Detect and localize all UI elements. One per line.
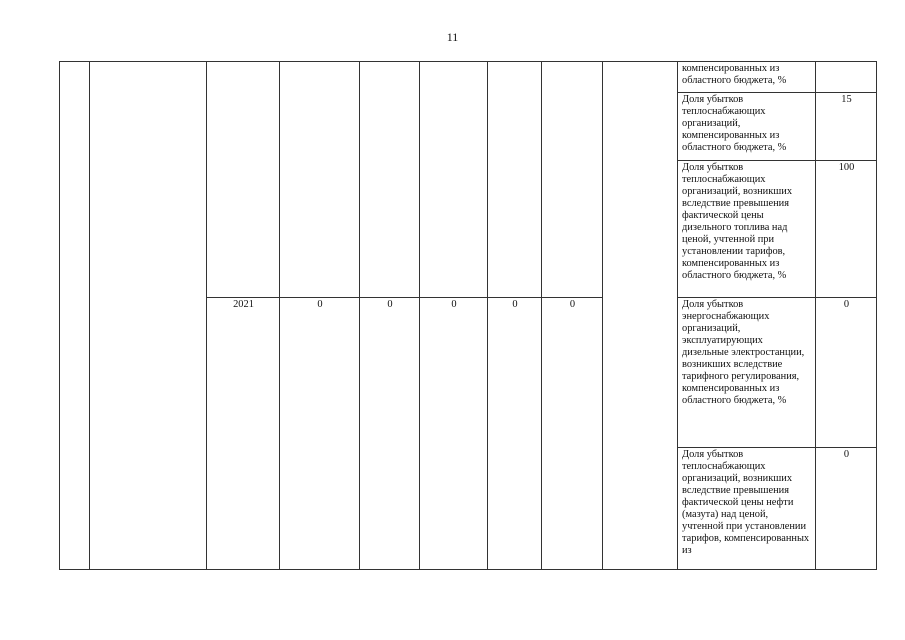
program-indicators-table [59, 61, 877, 570]
table-cell-name [90, 62, 207, 570]
indicator-value [816, 62, 877, 93]
value-cell-total: 0 [280, 298, 360, 570]
indicator-value: 0 [816, 298, 877, 448]
indicator-value: 0 [816, 448, 877, 570]
year-cell: 2021 [207, 298, 280, 570]
indicator-text: компенсированных из областного бюджета, % [678, 62, 816, 93]
table-cell-total-prev [280, 62, 360, 298]
table-cell-number [60, 62, 90, 570]
value-cell-regional: 0 [420, 298, 488, 570]
value-cell-local: 0 [488, 298, 542, 570]
indicator-text: Доля убытков энергоснабжающих организаций, эксплуатирующих дизельные электростанции, возникших вследствие тарифного регулирования, компенсированных из областного бюджета, % [678, 298, 816, 448]
table-cell-reg-prev [420, 62, 488, 298]
value-cell-federal: 0 [360, 298, 420, 570]
table-cell-executor [603, 62, 678, 570]
indicator-text: Доля убытков теплоснабжающих организаций, возникших вследствие превышения фактической цены нефти (мазута) над ценой, учтенной при установлении тарифов, компенсированных из [678, 448, 816, 570]
table-cell-year-prev [207, 62, 280, 298]
indicator-value: 100 [816, 161, 877, 298]
indicator-value: 15 [816, 93, 877, 161]
table-cell-extra-prev [542, 62, 603, 298]
indicator-text: Доля убытков теплоснабжающих организаций, возникших вследствие превышения фактической цены дизельного топлива над ценой, учтенной при установлении тарифов, компенсированных из областного бюджета, % [678, 161, 816, 298]
table-cell-local-prev [488, 62, 542, 298]
page-number: 11 [446, 30, 459, 44]
indicator-text: Доля убытков теплоснабжающих организаций, компенсированных из областного бюджета, % [678, 93, 816, 161]
value-cell-extra: 0 [542, 298, 603, 570]
table-cell-fed-prev [360, 62, 420, 298]
